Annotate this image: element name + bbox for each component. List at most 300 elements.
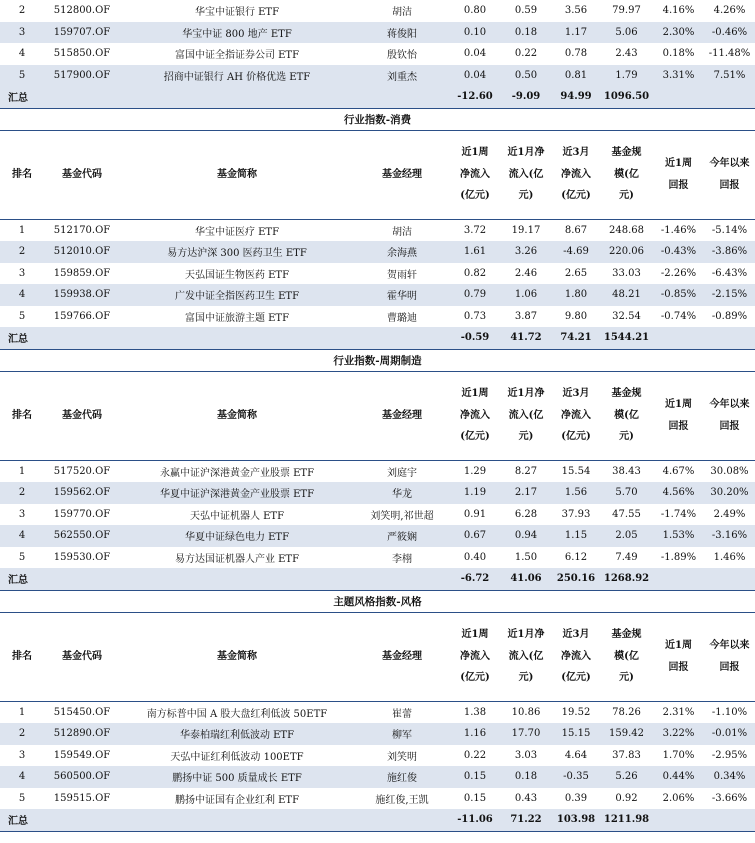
header-week-return — [653, 371, 704, 460]
ytd-return-cell: -5.14% — [711, 224, 748, 236]
manager-cell: 华龙 — [354, 482, 450, 504]
week-return-cell: 0.44% — [653, 766, 704, 788]
total-size: 1211.98 — [600, 809, 653, 831]
size-cell: 0.92 — [615, 792, 638, 804]
total-week-flow: -0.59 — [450, 327, 500, 349]
table-row — [0, 306, 755, 328]
table-row — [0, 43, 755, 65]
header-size-text: 基金规模(亿元) — [611, 629, 642, 684]
manager-cell: 严筱娴 — [354, 525, 450, 547]
ytd-return-cell: 7.51% — [704, 65, 755, 87]
header-size-text: 基金规模(亿元) — [611, 388, 642, 443]
rank-cell: 2 — [0, 482, 44, 504]
total-size: 1096.50 — [600, 86, 653, 108]
ytd-return-cell: -3.16% — [704, 525, 755, 547]
header-code: 基金代码 — [44, 612, 120, 701]
month-flow-cell: 1.06 — [500, 284, 552, 306]
header-quarter-flow — [552, 371, 600, 460]
ytd-return-cell: -11.48% — [708, 48, 751, 60]
quarter-flow-cell: -0.35 — [552, 766, 600, 788]
table-row — [0, 65, 755, 87]
table-row — [0, 525, 755, 547]
week-return-cell: -0.74% — [660, 310, 697, 322]
header-manager: 基金经理 — [354, 612, 450, 701]
header-month-flow-text: 近1月净流入(亿元) — [507, 629, 545, 684]
size-cell: 48.21 — [600, 284, 653, 306]
table-row — [0, 723, 755, 745]
ytd-return-cell: -0.01% — [704, 723, 755, 745]
total-row — [0, 327, 755, 349]
week-flow-cell: 1.61 — [450, 241, 500, 263]
month-flow-cell: 0.18 — [500, 766, 552, 788]
quarter-flow-cell: 1.15 — [552, 525, 600, 547]
month-flow-cell: 19.17 — [511, 224, 541, 236]
total-label: 汇总 — [0, 327, 44, 349]
month-flow-cell: 0.59 — [514, 5, 538, 17]
month-flow-cell: 0.18 — [500, 22, 552, 44]
name-cell: 南方标普中国 A 股大盘红利低波 50ETF — [146, 708, 328, 720]
rank-cell: 4 — [0, 766, 44, 788]
empty-cell — [354, 327, 450, 349]
name-cell: 华宝中证医疗 ETF — [194, 226, 280, 238]
table-row — [0, 241, 755, 263]
rank-cell: 2 — [0, 241, 44, 263]
week-return-cell: 2.06% — [662, 792, 695, 804]
table-row — [0, 745, 755, 767]
total-month-flow: 41.06 — [500, 568, 552, 590]
week-flow-cell: 0.15 — [450, 766, 500, 788]
month-flow-cell: 0.94 — [500, 525, 552, 547]
size-cell: 220.06 — [600, 241, 653, 263]
code-cell: 560500.OF — [44, 766, 120, 788]
week-flow-cell: 3.72 — [463, 224, 487, 236]
week-flow-cell: 0.22 — [463, 749, 487, 761]
size-cell: 47.55 — [612, 508, 641, 520]
table-row — [0, 504, 755, 526]
total-week-flow: -6.72 — [450, 568, 500, 590]
empty-cell — [653, 568, 704, 590]
code-cell: 512170.OF — [53, 224, 111, 236]
rank-cell: 5 — [18, 310, 26, 322]
total-week-flow: -11.06 — [450, 809, 500, 831]
name-cell: 天弘中证红利低波动 100ETF — [170, 751, 304, 763]
name-cell: 富国中证全指证券公司 ETF — [174, 50, 300, 62]
header-manager: 基金经理 — [354, 130, 450, 219]
ytd-return-cell: -3.86% — [704, 241, 755, 263]
manager-cell: 曹璐迪 — [387, 312, 417, 324]
month-flow-cell: 8.27 — [514, 465, 538, 477]
month-flow-cell: 2.46 — [514, 267, 538, 279]
empty-cell — [704, 327, 755, 349]
ytd-return-cell: -1.10% — [711, 706, 748, 718]
ytd-return-cell: -2.95% — [711, 749, 748, 761]
week-flow-cell: 0.82 — [463, 267, 487, 279]
ytd-return-cell: -6.43% — [711, 267, 748, 279]
name-cell: 易方达国证机器人产业 ETF — [174, 553, 300, 565]
week-return-cell: 3.22% — [653, 723, 704, 745]
header-ytd-return — [704, 130, 755, 219]
section-title-row — [0, 108, 755, 130]
header-quarter-flow-text: 近3月净流入(亿元) — [561, 388, 591, 443]
total-month-flow: 41.72 — [500, 327, 552, 349]
quarter-flow-cell: 0.78 — [564, 48, 588, 60]
header-name: 基金简称 — [120, 612, 354, 701]
section-title: 主题风格指数-风格 — [0, 590, 755, 612]
header-week-return-text: 近1周回报 — [665, 399, 692, 432]
name-cell: 华泰柏瑞红利低波动 ETF — [120, 723, 354, 745]
header-rank: 排名 — [0, 612, 44, 701]
month-flow-cell: 0.43 — [514, 792, 538, 804]
week-return-cell: 1.53% — [653, 525, 704, 547]
size-cell: 5.06 — [600, 22, 653, 44]
manager-cell: 余海燕 — [354, 241, 450, 263]
quarter-flow-cell: 15.54 — [561, 465, 591, 477]
quarter-flow-cell: 1.56 — [552, 482, 600, 504]
manager-cell: 胡洁 — [392, 7, 412, 19]
manager-cell: 殷钦怡 — [387, 50, 417, 62]
size-cell: 159.42 — [600, 723, 653, 745]
quarter-flow-cell: 0.39 — [564, 792, 588, 804]
size-cell: 1.79 — [600, 65, 653, 87]
name-cell: 广发中证全指医药卫生 ETF — [120, 284, 354, 306]
name-cell: 招商中证银行 AH 价格优选 ETF — [120, 65, 354, 87]
code-cell: 159938.OF — [44, 284, 120, 306]
column-header-row — [0, 612, 755, 701]
header-name: 基金简称 — [120, 371, 354, 460]
week-return-cell: -2.26% — [660, 267, 697, 279]
header-rank: 排名 — [0, 371, 44, 460]
ytd-return-cell: -0.46% — [704, 22, 755, 44]
quarter-flow-cell: 8.67 — [564, 224, 588, 236]
empty-cell — [653, 809, 704, 831]
manager-cell: 刘笑明 — [387, 751, 417, 763]
week-return-cell: -1.74% — [660, 508, 697, 520]
rank-cell: 1 — [18, 706, 26, 718]
name-cell: 天弘中证机器人 ETF — [189, 510, 285, 522]
ytd-return-cell: 0.34% — [704, 766, 755, 788]
empty-cell — [704, 86, 755, 108]
month-flow-cell: 17.70 — [500, 723, 552, 745]
code-cell: 159859.OF — [53, 267, 111, 279]
size-cell: 7.49 — [615, 551, 638, 563]
header-quarter-flow-text: 近3月净流入(亿元) — [561, 147, 591, 202]
week-flow-cell: 1.38 — [463, 706, 487, 718]
ytd-return-cell: 30.08% — [710, 465, 749, 477]
rank-cell: 1 — [18, 224, 26, 236]
header-ytd-return — [704, 371, 755, 460]
month-flow-cell: 2.17 — [500, 482, 552, 504]
code-cell: 159707.OF — [44, 22, 120, 44]
header-week-flow-text: 近1周净流入(亿元) — [460, 147, 490, 202]
month-flow-cell: 6.28 — [514, 508, 538, 520]
section-title-row — [0, 590, 755, 612]
week-flow-cell: 0.79 — [450, 284, 500, 306]
size-cell: 2.05 — [600, 525, 653, 547]
week-return-cell: -1.89% — [660, 551, 697, 563]
code-cell: 159549.OF — [53, 749, 111, 761]
quarter-flow-cell: 6.12 — [564, 551, 588, 563]
rank-cell: 3 — [0, 22, 44, 44]
header-month-flow — [500, 371, 552, 460]
section-title-row — [0, 349, 755, 371]
empty-cell — [120, 568, 354, 590]
header-size — [600, 130, 653, 219]
name-cell: 华宝中证银行 ETF — [194, 7, 280, 19]
code-cell: 159562.OF — [44, 482, 120, 504]
rank-cell: 1 — [18, 465, 26, 477]
name-cell: 富国中证旅游主题 ETF — [184, 312, 290, 324]
week-return-cell: -1.46% — [660, 224, 697, 236]
header-size — [600, 612, 653, 701]
size-cell: 5.26 — [600, 766, 653, 788]
month-flow-cell: 3.26 — [500, 241, 552, 263]
week-return-cell: -0.85% — [653, 284, 704, 306]
rank-cell: 5 — [0, 65, 44, 87]
table-row — [0, 547, 755, 569]
header-ytd-return-text: 今年以来回报 — [709, 399, 750, 432]
name-cell: 华夏中证绿色电力 ETF — [120, 525, 354, 547]
header-month-flow — [500, 612, 552, 701]
manager-cell: 施红俊,王凯 — [375, 794, 429, 806]
size-cell: 2.43 — [615, 48, 638, 60]
code-cell: 512800.OF — [53, 5, 111, 17]
manager-cell: 崔蕾 — [392, 708, 412, 720]
column-header-row — [0, 371, 755, 460]
header-month-flow-text: 近1月净流入(亿元) — [507, 147, 545, 202]
ytd-return-cell: -0.89% — [711, 310, 748, 322]
header-week-flow — [450, 130, 500, 219]
manager-cell: 刘笑明,祁世超 — [370, 510, 434, 522]
quarter-flow-cell: 3.56 — [564, 5, 588, 17]
week-return-cell: 4.67% — [662, 465, 695, 477]
code-cell: 159766.OF — [53, 310, 111, 322]
empty-cell — [44, 86, 120, 108]
total-row — [0, 86, 755, 108]
week-flow-cell: 0.40 — [463, 551, 487, 563]
section-title: 行业指数-周期制造 — [0, 349, 755, 371]
name-cell: 华夏中证沪深港黄金产业股票 ETF — [120, 482, 354, 504]
week-flow-cell: 0.67 — [450, 525, 500, 547]
total-label: 汇总 — [0, 809, 44, 831]
manager-cell: 霍华明 — [354, 284, 450, 306]
total-month-flow: 71.22 — [500, 809, 552, 831]
table-row — [0, 788, 755, 810]
week-return-cell: 1.70% — [662, 749, 695, 761]
week-return-cell: -0.43% — [653, 241, 704, 263]
table-row — [0, 766, 755, 788]
header-week-flow-text: 近1周净流入(亿元) — [460, 388, 490, 443]
empty-cell — [120, 327, 354, 349]
total-quarter-flow: 250.16 — [552, 568, 600, 590]
quarter-flow-cell: 2.65 — [564, 267, 588, 279]
total-size: 1268.92 — [600, 568, 653, 590]
header-size — [600, 371, 653, 460]
header-week-flow — [450, 371, 500, 460]
empty-cell — [44, 568, 120, 590]
week-return-cell: 3.31% — [653, 65, 704, 87]
quarter-flow-cell: 37.93 — [561, 508, 591, 520]
code-cell: 517520.OF — [53, 465, 111, 477]
manager-cell: 蒋俊阳 — [354, 22, 450, 44]
week-flow-cell: 1.29 — [463, 465, 487, 477]
month-flow-cell: 1.50 — [514, 551, 538, 563]
ytd-return-cell: 30.20% — [704, 482, 755, 504]
ytd-return-cell: 1.46% — [713, 551, 746, 563]
column-header-row — [0, 130, 755, 219]
size-cell: 79.97 — [612, 5, 641, 17]
name-cell: 永赢中证沪深港黄金产业股票 ETF — [159, 467, 315, 479]
manager-cell: 胡洁 — [392, 226, 412, 238]
empty-cell — [354, 86, 450, 108]
size-cell: 37.83 — [612, 749, 641, 761]
size-cell: 38.43 — [612, 465, 641, 477]
quarter-flow-cell: 0.81 — [552, 65, 600, 87]
code-cell: 515450.OF — [53, 706, 111, 718]
week-flow-cell: 0.10 — [450, 22, 500, 44]
quarter-flow-cell: 9.80 — [564, 310, 588, 322]
total-month-flow: -9.09 — [500, 86, 552, 108]
section-title: 行业指数-消费 — [0, 108, 755, 130]
table-row — [0, 284, 755, 306]
rank-cell: 5 — [18, 551, 26, 563]
table-row — [0, 22, 755, 44]
header-code: 基金代码 — [44, 130, 120, 219]
code-cell: 159515.OF — [53, 792, 111, 804]
ytd-return-cell: -2.15% — [704, 284, 755, 306]
header-quarter-flow — [552, 130, 600, 219]
manager-cell: 柳军 — [354, 723, 450, 745]
header-code: 基金代码 — [44, 371, 120, 460]
empty-cell — [44, 809, 120, 831]
empty-cell — [704, 568, 755, 590]
month-flow-cell: 0.50 — [500, 65, 552, 87]
week-flow-cell: 0.80 — [463, 5, 487, 17]
table-row — [0, 701, 755, 723]
table-row — [0, 482, 755, 504]
header-week-flow-text: 近1周净流入(亿元) — [460, 629, 490, 684]
rank-cell: 5 — [18, 792, 26, 804]
quarter-flow-cell: 15.15 — [552, 723, 600, 745]
week-flow-cell: 0.15 — [463, 792, 487, 804]
manager-cell: 刘庭宇 — [387, 467, 417, 479]
total-row — [0, 809, 755, 831]
empty-cell — [120, 809, 354, 831]
empty-cell — [44, 327, 120, 349]
week-flow-cell: 0.91 — [463, 508, 487, 520]
manager-cell: 李栩 — [392, 553, 412, 565]
week-flow-cell: 0.73 — [463, 310, 487, 322]
empty-cell — [120, 86, 354, 108]
rank-cell: 2 — [0, 723, 44, 745]
size-cell: 33.03 — [612, 267, 641, 279]
table-row — [0, 460, 755, 482]
size-cell: 32.54 — [612, 310, 641, 322]
header-month-flow-text: 近1月净流入(亿元) — [507, 388, 545, 443]
quarter-flow-cell: 4.64 — [564, 749, 588, 761]
header-manager: 基金经理 — [354, 371, 450, 460]
rank-cell: 3 — [18, 267, 26, 279]
week-return-cell: 4.56% — [653, 482, 704, 504]
code-cell: 512890.OF — [44, 723, 120, 745]
quarter-flow-cell: 19.52 — [561, 706, 591, 718]
header-week-return-text: 近1周回报 — [665, 158, 692, 191]
empty-cell — [704, 809, 755, 831]
rank-cell: 3 — [18, 508, 26, 520]
header-quarter-flow-text: 近3月净流入(亿元) — [561, 629, 591, 684]
size-cell: 5.70 — [600, 482, 653, 504]
code-cell: 517900.OF — [44, 65, 120, 87]
header-week-flow — [450, 612, 500, 701]
empty-cell — [653, 327, 704, 349]
month-flow-cell: 10.86 — [511, 706, 541, 718]
header-quarter-flow — [552, 612, 600, 701]
manager-cell: 贺雨轩 — [387, 269, 417, 281]
month-flow-cell: 0.22 — [514, 48, 538, 60]
week-flow-cell: 0.04 — [463, 48, 487, 60]
total-row — [0, 568, 755, 590]
total-label: 汇总 — [0, 86, 44, 108]
size-cell: 78.26 — [612, 706, 641, 718]
week-return-cell: 2.30% — [653, 22, 704, 44]
total-label: 汇总 — [0, 568, 44, 590]
name-cell: 易方达沪深 300 医药卫生 ETF — [120, 241, 354, 263]
table-row — [0, 263, 755, 285]
week-flow-cell: 1.19 — [450, 482, 500, 504]
ytd-return-cell: 4.26% — [713, 5, 746, 17]
header-name: 基金简称 — [120, 130, 354, 219]
manager-cell: 施红俊 — [354, 766, 450, 788]
week-flow-cell: 1.16 — [450, 723, 500, 745]
week-return-cell: 4.16% — [662, 5, 695, 17]
header-week-return — [653, 612, 704, 701]
week-return-cell: 0.18% — [662, 48, 695, 60]
code-cell: 512010.OF — [44, 241, 120, 263]
quarter-flow-cell: 1.80 — [552, 284, 600, 306]
rank-cell: 4 — [0, 284, 44, 306]
header-month-flow — [500, 130, 552, 219]
rank-cell: 2 — [18, 5, 26, 17]
week-return-cell: 2.31% — [662, 706, 695, 718]
rank-cell: 4 — [18, 48, 26, 60]
code-cell: 159770.OF — [53, 508, 111, 520]
code-cell: 159530.OF — [53, 551, 111, 563]
name-cell: 天弘国证生物医药 ETF — [184, 269, 290, 281]
header-week-return-text: 近1周回报 — [665, 640, 692, 673]
rank-cell: 3 — [18, 749, 26, 761]
header-ytd-return-text: 今年以来回报 — [709, 640, 750, 673]
month-flow-cell: 3.87 — [514, 310, 538, 322]
manager-cell: 刘重杰 — [354, 65, 450, 87]
name-cell: 鹏扬中证 500 质量成长 ETF — [120, 766, 354, 788]
total-week-flow: -12.60 — [450, 86, 500, 108]
code-cell: 562550.OF — [44, 525, 120, 547]
header-week-return — [653, 130, 704, 219]
name-cell: 鹏扬中证国有企业红利 ETF — [174, 794, 300, 806]
rank-cell: 4 — [0, 525, 44, 547]
ytd-return-cell: -3.66% — [711, 792, 748, 804]
quarter-flow-cell: -4.69 — [552, 241, 600, 263]
size-cell: 248.68 — [609, 224, 644, 236]
month-flow-cell: 3.03 — [514, 749, 538, 761]
empty-cell — [354, 568, 450, 590]
empty-cell — [653, 86, 704, 108]
week-flow-cell: 0.04 — [450, 65, 500, 87]
code-cell: 515850.OF — [53, 48, 111, 60]
name-cell: 华宝中证 800 地产 ETF — [120, 22, 354, 44]
total-quarter-flow: 94.99 — [552, 86, 600, 108]
header-ytd-return — [704, 612, 755, 701]
header-rank: 排名 — [0, 130, 44, 219]
